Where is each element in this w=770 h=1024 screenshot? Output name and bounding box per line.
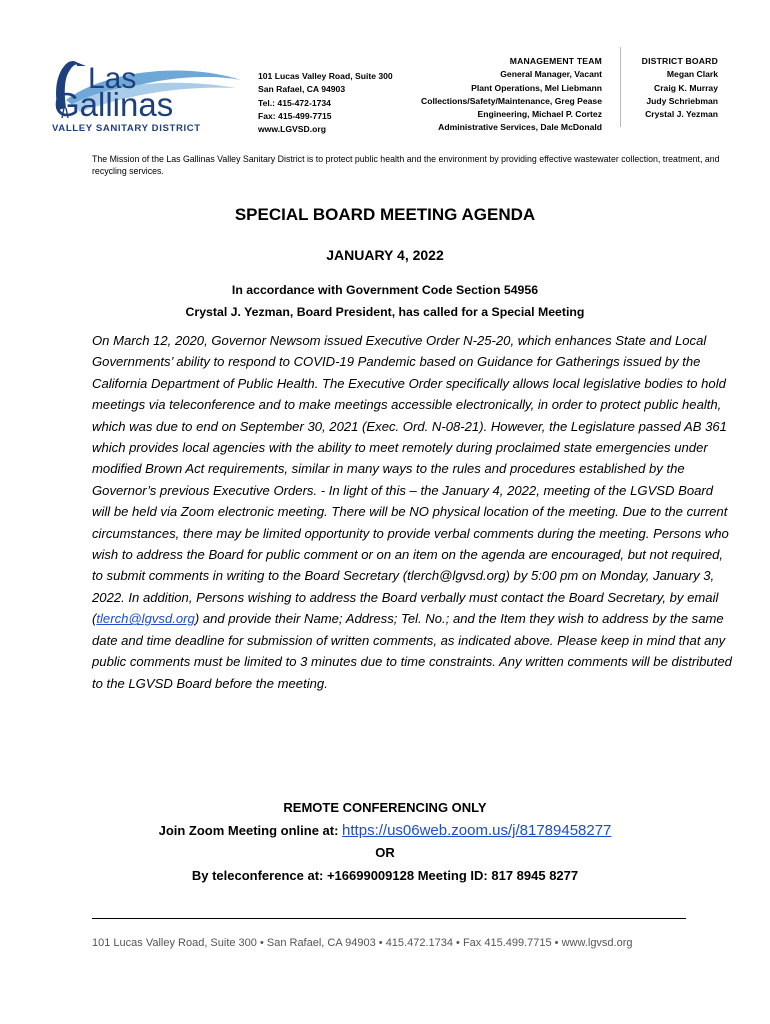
heron-swoosh-graphic <box>36 52 251 134</box>
secretary-email-link[interactable]: tlerch@lgvsd.org <box>96 611 195 627</box>
board-member: Crystal J. Yezman <box>645 109 718 120</box>
district-board <box>598 55 718 121</box>
logo-tagline: VALLEY SANITARY DISTRICT <box>52 123 201 134</box>
address-line: 101 Lucas Valley Road, Suite 300 <box>258 71 393 81</box>
mission-statement: The Mission of the Las Gallinas Valley Sanitary District is to protect public health and the environment by providing effective wastewater collection, treatment, and recycling services. <box>92 154 720 177</box>
address-line: San Rafael, CA 94903 <box>258 84 346 95</box>
management-member: General Manager, Vacant <box>500 69 602 80</box>
footer-rule <box>92 918 686 919</box>
management-team <box>362 55 602 135</box>
management-team-heading: MANAGEMENT TEAM <box>509 56 602 66</box>
management-member: Collections/Safety/Maintenance, Greg Pease <box>420 95 602 106</box>
zoom-line <box>0 822 770 839</box>
or-separator: OR <box>375 845 395 860</box>
board-member: Judy Schriebman <box>646 95 718 106</box>
district-logo <box>36 52 251 134</box>
body-text-part2: ) and provide their Name; Address; Tel. No.; and the Item they wish to address by the same date and time deadline for submission of written comments, as indicated above. Please keep in mind that any public comments must be limited to 3 minutes due to time constraints. Any written comments will be distributed to the LGVSD Board before the meeting. <box>92 611 732 691</box>
government-code-line: In accordance with Government Code Section 54956 <box>231 283 539 297</box>
management-member: Engineering, Michael P. Cortez <box>477 109 602 120</box>
special-meeting-line: Crystal J. Yezman, Board President, has called for a Special Meeting <box>185 305 585 319</box>
zoom-meeting-link[interactable]: https://us06web.zoom.us/j/81789458277 <box>342 822 612 839</box>
body-text-part1: On March 12, 2020, Governor Newsom issued Executive Order N-25-20, which enhances State and Local Governments’ ability to respond to COVID-19 Pandemic based on Guidance for Gatherings issued by the California Department of Public Health. The Executive Order specifically allows local legislative bodies to hold meetings via teleconference and to make meetings accessible electronically, in order to protect public health, which was due to end on September 30, 2021 (Exec. Ord. N-08-21). However, the Legislature passed AB 361 which provides local agencies with the ability to meet remotely during proclaimed state emergencies under modified Brown Act requirements, similar in many ways to the rules and procedures established by the Governor’s previous Executive Orders. - In light of this – the January 4, 2022, meeting of the LGVSD Board will be held via Zoom electronic meeting. There will be NO physical location of the meeting. Due to the current circumstances, there may be limited opportunity to provide verbal comments during the meeting. Persons who wish to address the Board for public comment or on an item on the agenda are encouraged, but not required, to submit comments in writing to the Board Secretary (tlerch@lgvsd.org) by 5:00 pm on Monday, January 3, 2022. In addition, Persons wishing to address the Board verbally must contact the Board Secretary, by email ( <box>92 333 729 627</box>
remote-conferencing-heading: REMOTE CONFERENCING ONLY <box>283 800 487 815</box>
logo-word-gallinas: Gallinas <box>54 86 174 123</box>
footer-address: 101 Lucas Valley Road, Suite 300 • San Rafael, CA 94903 • 415.472.1734 • Fax 415.499.7715 • www.lgvsd.org <box>92 937 633 949</box>
address-line: Fax: 415-499-7715 <box>258 110 332 121</box>
address-line: Tel.: 415-472-1734 <box>258 97 331 108</box>
district-board-heading: DISTRICT BOARD <box>641 56 718 66</box>
logo-word-las: Las <box>88 62 137 95</box>
zoom-label: Join Zoom Meeting online at: <box>158 823 343 838</box>
management-member: Plant Operations, Mel Liebmann <box>471 82 602 93</box>
board-member: Craig K. Murray <box>654 82 718 93</box>
agenda-title: SPECIAL BOARD MEETING AGENDA <box>234 205 536 224</box>
teleconference-line: By teleconference at: +16699009128 Meeting ID: 817 8945 8277 <box>191 868 579 883</box>
address-line: www.LGVSD.org <box>258 124 326 135</box>
meeting-date: JANUARY 4, 2022 <box>326 247 444 263</box>
body-paragraph <box>92 330 732 694</box>
board-member: Megan Clark <box>666 69 718 80</box>
management-member: Administrative Services, Dale McDonald <box>438 122 602 133</box>
